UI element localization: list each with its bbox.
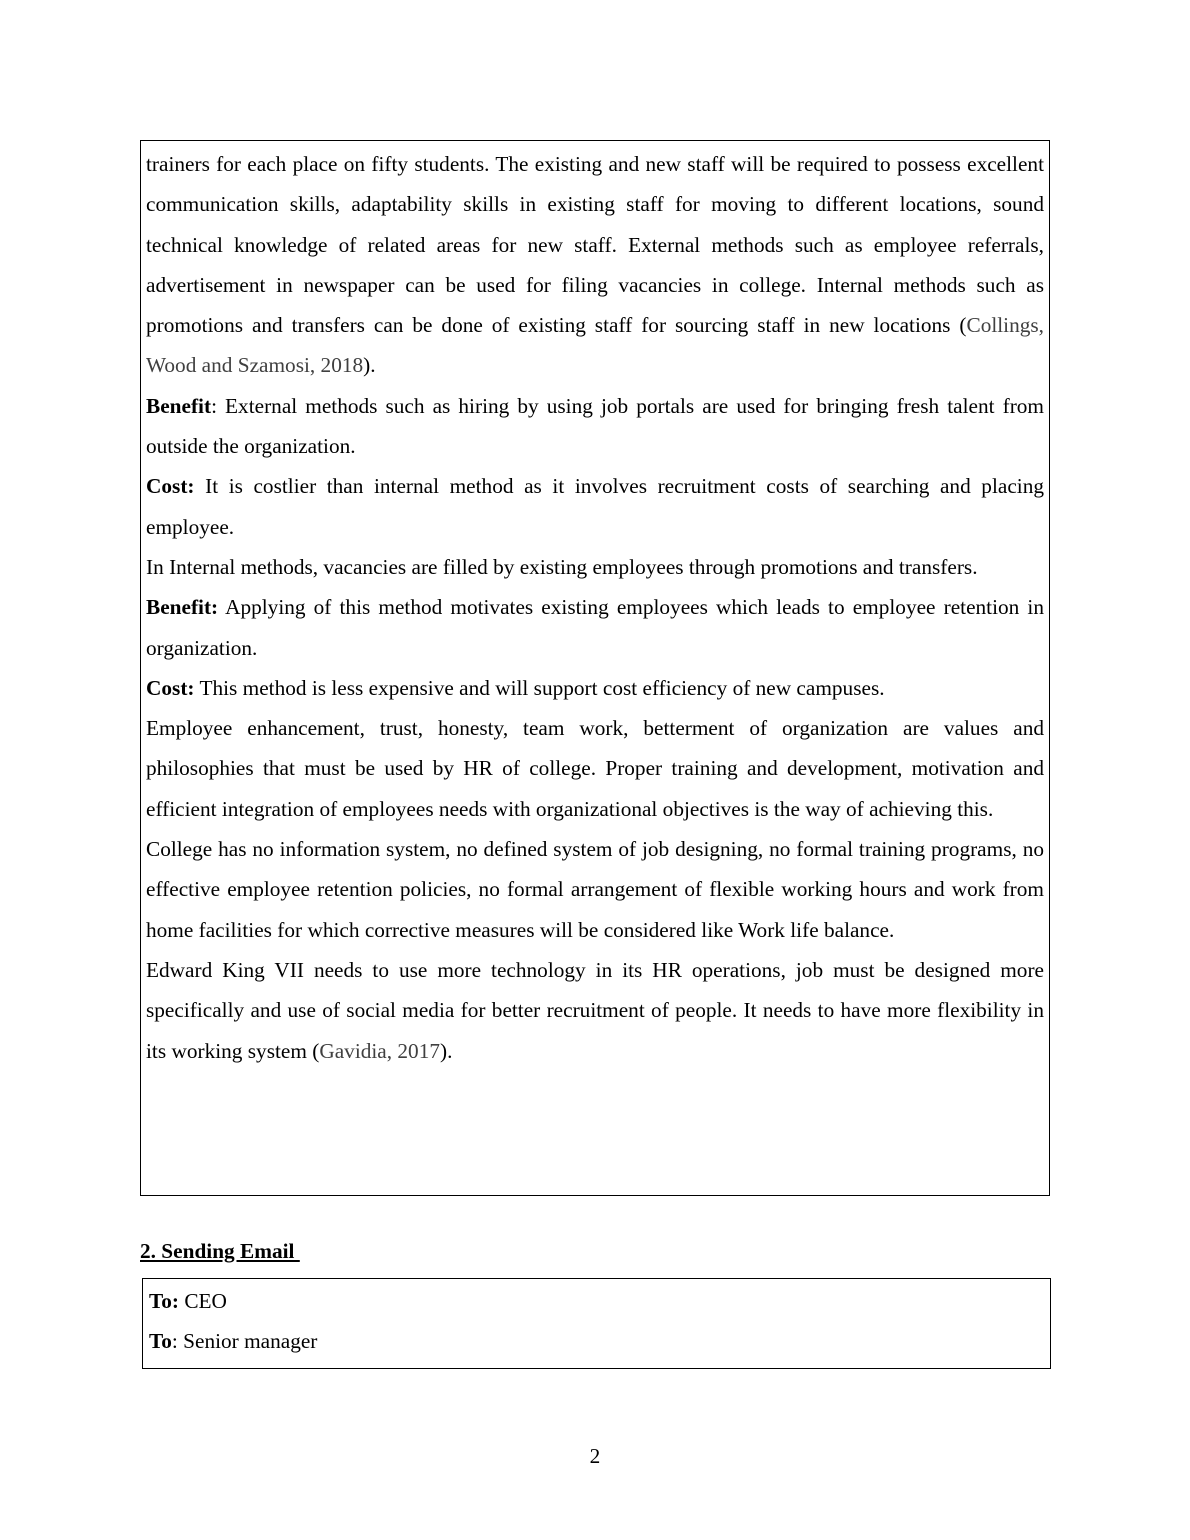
paragraph-values: Employee enhancement, trust, honesty, team work, betterment of organization are values and philosophies that must be used by HR of college. Proper training and development, motivation and efficient integration of employees needs with organizational objectives is the way of achieving this. xyxy=(146,716,1044,821)
cost-text: This method is less expensive and will support cost efficiency of new campuses. xyxy=(194,675,885,700)
citation: Collings, Wood and Szamosi, 2018 xyxy=(146,313,1044,378)
to-label: To: xyxy=(149,1289,179,1313)
paragraph-end: ). xyxy=(363,353,376,378)
cost-text: It is costlier than internal method as it involves recruitment costs of searching and placing employee. xyxy=(146,474,1044,539)
to-value: CEO xyxy=(179,1289,227,1313)
email-to-line xyxy=(149,1281,1044,1321)
paragraph-text: trainers for each place on fifty students. The existing and new staff will be required to possess excellent communication skills, adaptability skills in existing staff for moving to different locations, sound technical knowledge of related areas for new staff. External methods such as employee referrals, advertisement in newspaper can be used for filing vacancies in college. Internal methods such as promotions and transfers can be done of existing staff for sourcing staff in new locations ( xyxy=(146,152,1044,338)
benefit-label: Benefit: xyxy=(146,595,219,620)
paragraph-text: Edward King VII needs to use more technology in its HR operations, job must be designed more specifically and use of social media for better recruitment of people. It needs to have more flexibility in its working system ( xyxy=(146,957,1044,1063)
paragraph-benefit-internal xyxy=(146,587,1044,668)
paragraph-recruitment xyxy=(146,144,1044,386)
paragraph-cost-internal xyxy=(146,668,1044,708)
email-box xyxy=(142,1278,1051,1369)
paragraph-benefit-external xyxy=(146,386,1044,467)
paragraph-internal-methods: In Internal methods, vacancies are filled by existing employees through promotions and transfers. xyxy=(146,554,978,579)
section-heading: 2. Sending Email xyxy=(140,1239,300,1263)
paragraph-end: ). xyxy=(440,1038,453,1063)
paragraph-issues: College has no information system, no defined system of job designing, no formal training programs, no effective employee retention policies, no formal arrangement of flexible working hours and work from home facilities for which corrective measures will be considered like Work life balance. xyxy=(146,837,1044,942)
to-label: To xyxy=(149,1329,172,1353)
page-number: 2 xyxy=(589,1444,601,1468)
content-box xyxy=(140,140,1050,1196)
citation: Gavidia, 2017 xyxy=(319,1038,441,1063)
cost-label: Cost: xyxy=(146,675,195,700)
benefit-label: Benefit xyxy=(146,393,212,418)
email-to-line xyxy=(149,1321,1044,1361)
paragraph-recommendation xyxy=(146,950,1044,1071)
benefit-text: Applying of this method motivates existing employees which leads to employee retention in organization. xyxy=(146,595,1044,660)
to-value: : Senior manager xyxy=(171,1329,318,1353)
paragraph-cost-external xyxy=(146,466,1044,547)
cost-label: Cost: xyxy=(146,474,195,499)
benefit-text: : External methods such as hiring by using job portals are used for bringing fresh talent from outside the organization. xyxy=(146,393,1044,459)
